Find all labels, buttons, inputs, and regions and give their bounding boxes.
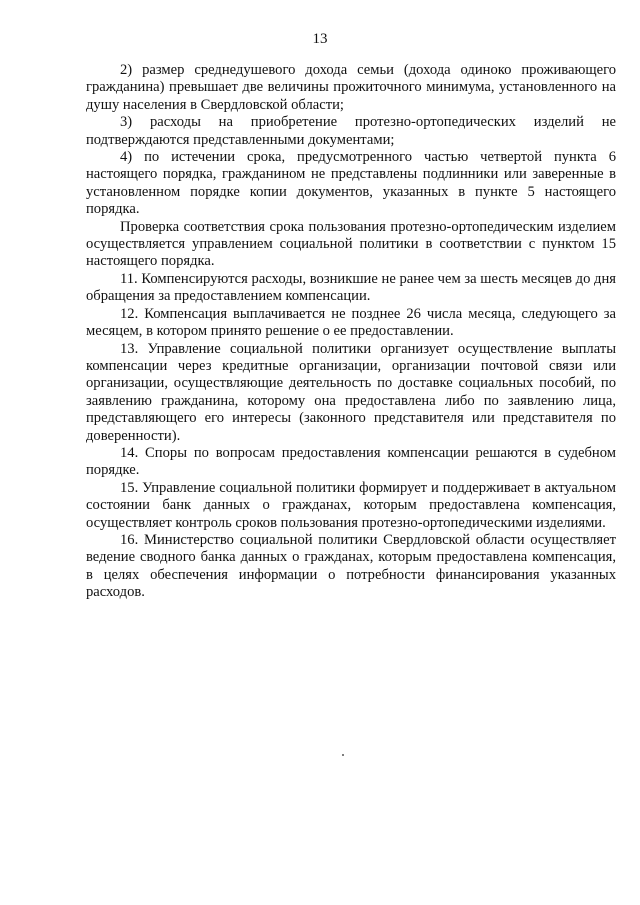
paragraph-verification: Проверка соответствия срока пользования протезно-ортопедическим изделием осуществляется управлением социальной политики в соответствии с пунктом 15 настоящего порядка.	[86, 218, 616, 270]
paragraph-item-2: 2) размер среднедушевого дохода семьи (дохода одиноко проживающего гражданина) превышает две величины прожиточного минимума, установленного на душу населения в Свердловской области;	[86, 62, 616, 113]
document-body	[86, 62, 616, 602]
paragraph-13: 13. Управление социальной политики организует осуществление выплаты компенсации через кредитные организации, организации почтовой связи или организации, осуществляющие деятельность по доставке социальных пособий, по заявлению гражданина, которому она предоставлена либо по заявлению лица, представляющего его интересы (законного представителя или представителя по доверенности).	[86, 340, 616, 444]
paragraph-11: 11. Компенсируются расходы, возникшие не ранее чем за шесть месяцев до дня обращения за предоставлением компенсации.	[86, 270, 616, 305]
scan-speck	[342, 754, 344, 756]
paragraph-12: 12. Компенсация выплачивается не позднее 26 числа месяца, следующего за месяцем, в котором принято решение о ее предоставлении.	[86, 305, 616, 340]
paragraph-16: 16. Министерство социальной политики Свердловской области осуществляет ведение сводного банка данных о гражданах, которым предоставлена компенсация, в целях обеспечения информации о потребности финансирования указанных расходов.	[86, 531, 616, 601]
paragraph-15: 15. Управление социальной политики формирует и поддерживает в актуальном состоянии банк данных о гражданах, которым предоставлена компенсация, осуществляет контроль сроков пользования протезно-ортопедическими изделиями.	[86, 479, 616, 531]
paragraph-item-3: 3) расходы на приобретение протезно-ортопедических изделий не подтверждаются представленными документами;	[86, 114, 616, 148]
page-number: 13	[312, 31, 328, 47]
paragraph-item-4: 4) по истечении срока, предусмотренного частью четвертой пункта 6 настоящего порядка, гражданином не представлены подлинники или заверенные в установленном порядке копии документов, указанных в пункте 5 настоящего порядка.	[86, 149, 616, 218]
paragraph-14: 14. Споры по вопросам предоставления компенсации решаются в судебном порядке.	[86, 444, 616, 479]
